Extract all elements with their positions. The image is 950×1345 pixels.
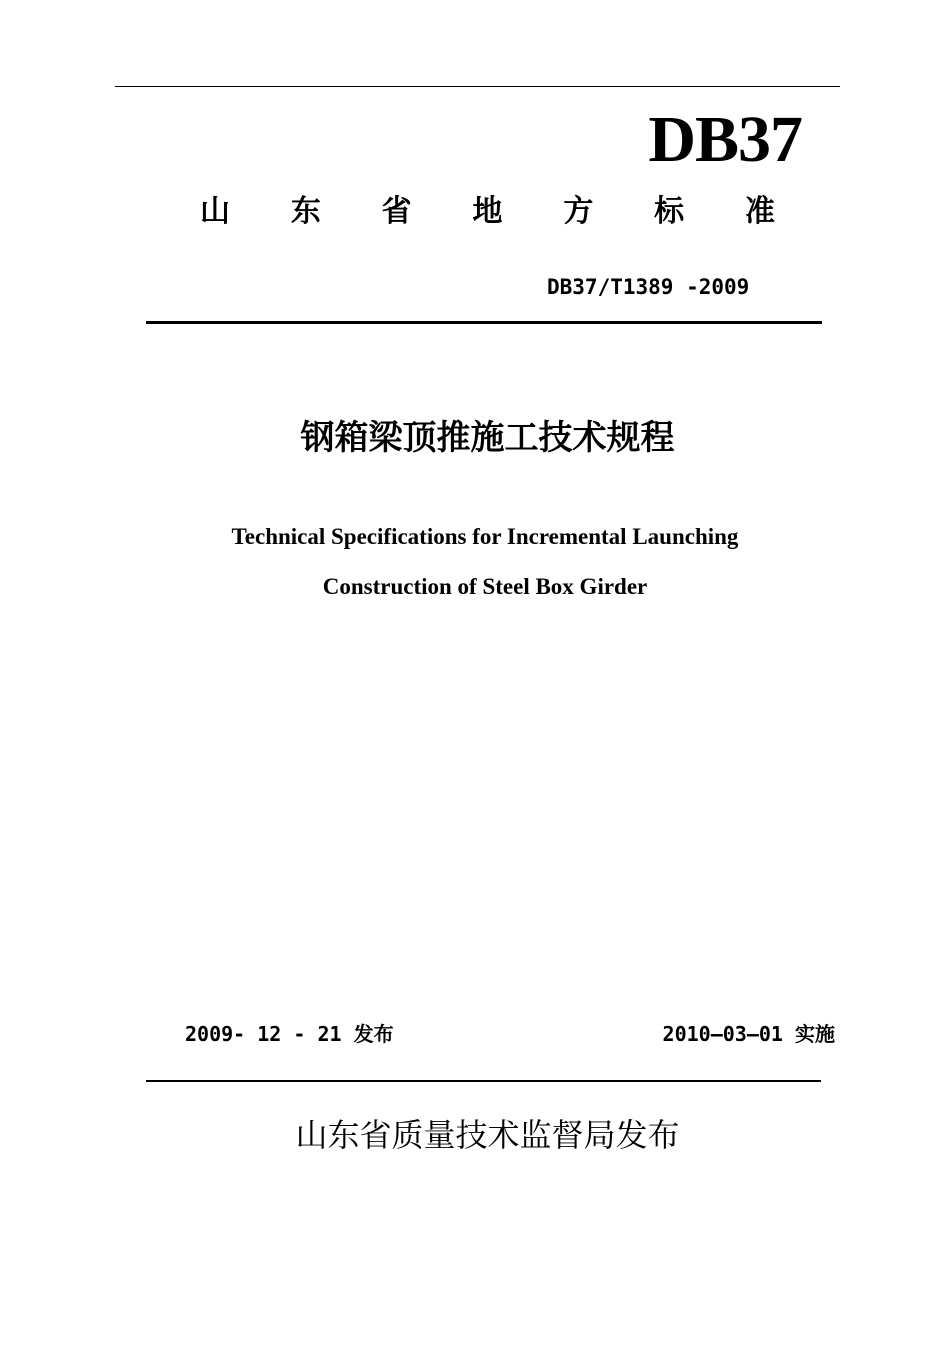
document-title-chinese: 钢箱梁顶推施工技术规程: [300, 418, 675, 458]
heading-char: 东: [290, 194, 321, 229]
heading-char: 标: [654, 194, 685, 229]
heading-char: 地: [472, 194, 503, 229]
top-thin-rule: [115, 86, 840, 87]
document-title-english-line1: Technical Specifications for Incremental Launching: [231, 524, 739, 549]
footer-rule: [146, 1080, 821, 1082]
document-title-english-line2: Construction of Steel Box Girder: [322, 574, 648, 599]
standard-code: DB37/T1389 -2009: [547, 275, 750, 299]
heading-char: 山: [200, 194, 230, 229]
province-standard-heading: [200, 190, 775, 234]
issue-date: 2009- 12 - 21 发布: [185, 1022, 394, 1046]
heading-char: 省: [381, 194, 412, 229]
implementation-date: 2010—03—01 实施: [662, 1022, 835, 1046]
standard-prefix: DB37: [648, 103, 802, 176]
header-thick-rule: [146, 321, 822, 324]
heading-char: 准: [744, 194, 775, 229]
publisher: 山东省质量技术监督局发布: [295, 1116, 680, 1154]
heading-char: 方: [563, 194, 594, 229]
